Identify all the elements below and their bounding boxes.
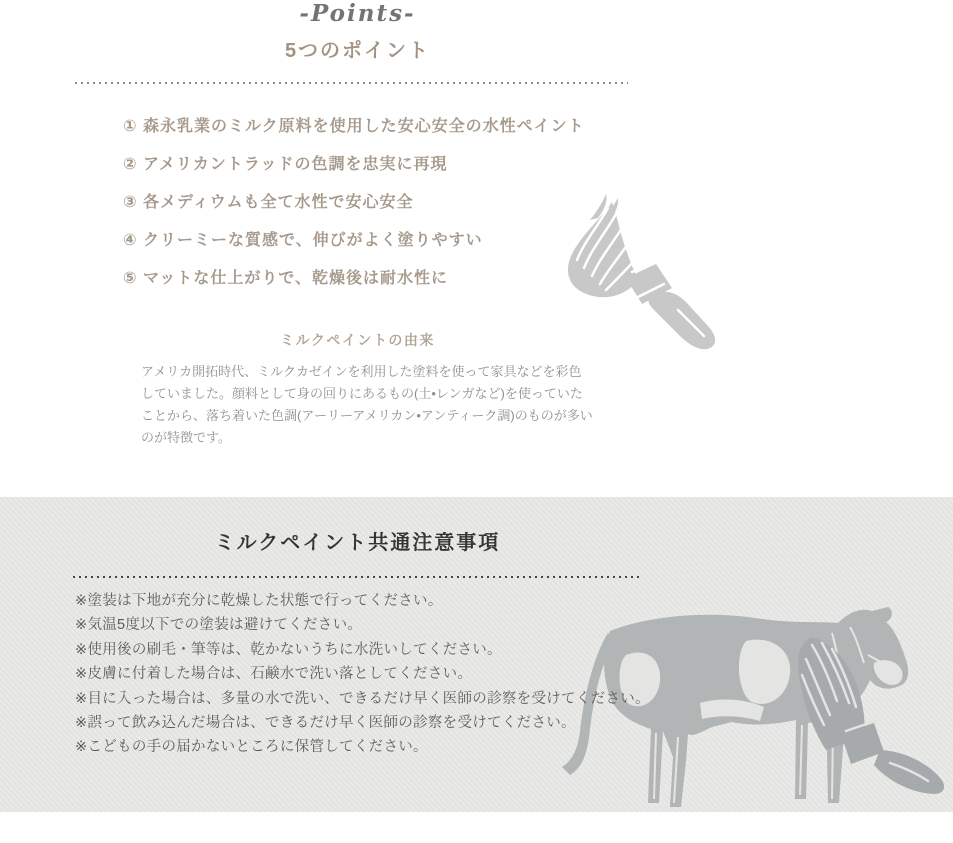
notice-list bbox=[75, 589, 650, 760]
origin-body: アメリカ開拓時代、ミルクカゼインを利用した塗料を使って家具などを彩色していました。顔料として身の回りにあるもの(土•レンガなど)を使っていたことから、落ち着いた色調(アーリーアメリカン•アンティーク調)のものが多いのが特徴です。 bbox=[141, 364, 593, 445]
notice-item: ※こどもの手の届かないところに保管してください。 bbox=[75, 739, 428, 756]
notice-item: ※皮膚に付着した場合は、石鹸水で洗い落としてください。 bbox=[75, 666, 473, 683]
points-script-title: -Points- bbox=[299, 0, 416, 27]
points-title: 5つのポイント bbox=[284, 40, 431, 62]
points-list bbox=[123, 108, 585, 298]
notice-item: ※誤って飲み込んだ場合は、できるだけ早く医師の診察を受けてください。 bbox=[75, 715, 576, 732]
notice-title: ミルクペイント共通注意事項 bbox=[214, 532, 501, 554]
dotted-divider-bottom bbox=[73, 576, 639, 578]
notice-item: ※気温5度以下での塗装は避けてください。 bbox=[75, 617, 363, 634]
point-item: ⑤ マットな仕上がりで、乾燥後は耐水性に bbox=[123, 270, 449, 287]
dotted-divider-top bbox=[75, 82, 628, 84]
notice-section bbox=[0, 497, 953, 812]
point-item: ③ 各メディウムも全て水性で安心安全 bbox=[123, 194, 414, 211]
point-item: ④ クリーミーな質感で、伸びがよく塗りやすい bbox=[123, 232, 483, 249]
origin-title: ミルクペイントの由来 bbox=[280, 332, 435, 348]
notice-item: ※目に入った場合は、多量の水で洗い、できるだけ早く医師の診察を受けてください。 bbox=[75, 690, 650, 707]
notice-item: ※塗装は下地が充分に乾燥した状態で行ってください。 bbox=[75, 593, 443, 609]
notice-item: ※使用後の刷毛・筆等は、乾かないうちに水洗いしてください。 bbox=[75, 641, 502, 658]
point-item: ② アメリカントラッドの色調を忠実に再現 bbox=[123, 156, 448, 173]
point-item: ① 森永乳業のミルク原料を使用した安心安全の水性ペイント bbox=[123, 118, 585, 135]
